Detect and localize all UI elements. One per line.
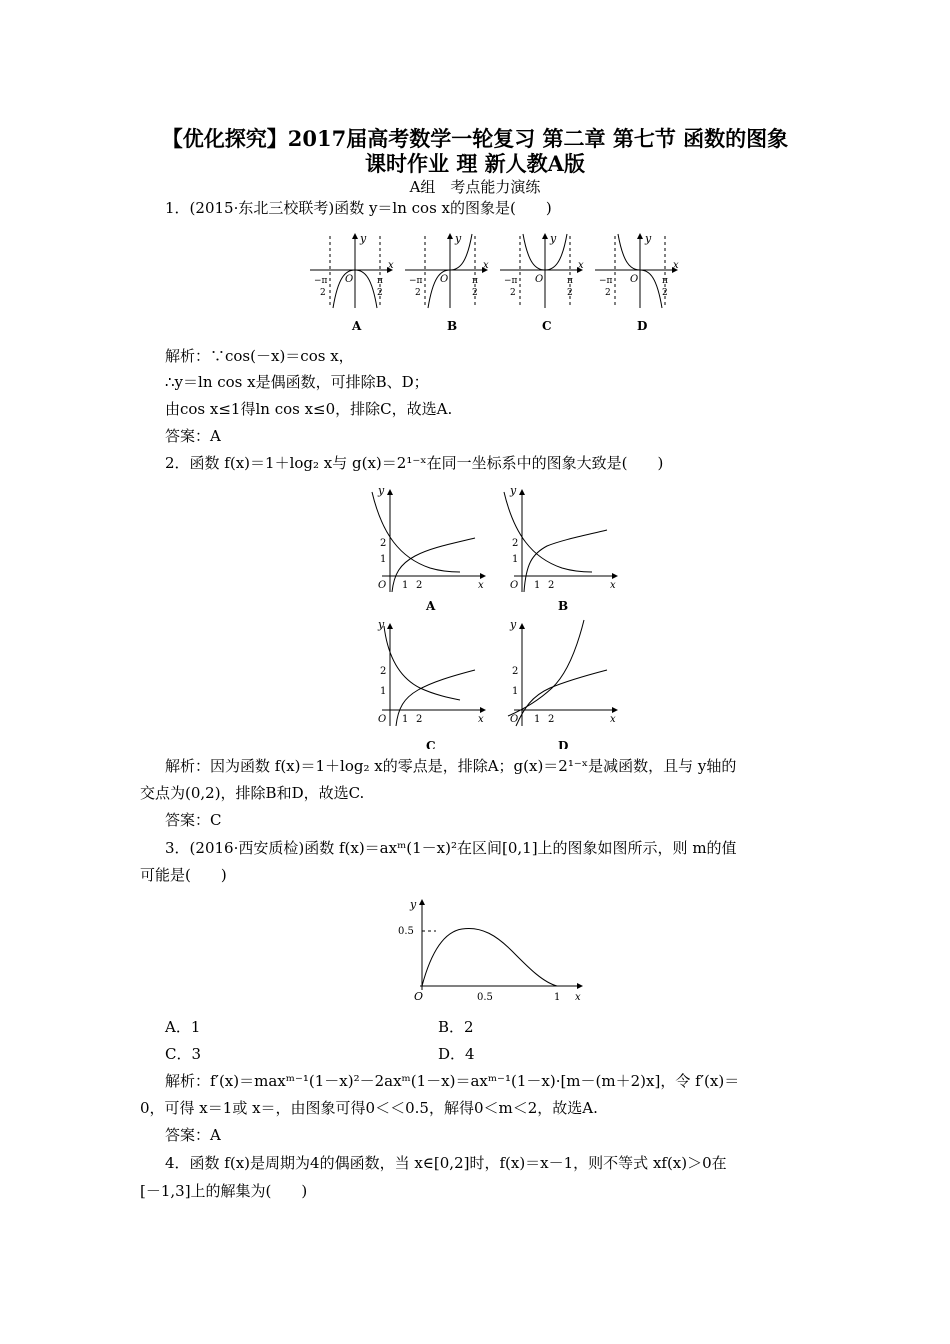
svg-text:2: 2: [416, 580, 423, 591]
svg-text:2: 2: [320, 288, 326, 298]
svg-text:O: O: [414, 990, 424, 1003]
svg-text:C: C: [426, 739, 436, 749]
svg-text:B: B: [558, 599, 569, 613]
svg-text:1: 1: [512, 554, 519, 565]
q2-graph-a: [372, 484, 485, 613]
svg-text:y: y: [378, 618, 385, 631]
svg-text:O: O: [510, 714, 519, 725]
svg-text:O: O: [378, 714, 387, 725]
q4-stem-2: [－1,3]上的解集为( ): [140, 1182, 308, 1200]
svg-text:x: x: [478, 580, 484, 591]
q2-graph-b: [504, 484, 617, 613]
q1-solution-1: 解析：∵cos(－x)＝cos x，: [165, 347, 354, 365]
svg-text:π: π: [567, 276, 573, 286]
svg-text:A: A: [426, 599, 436, 613]
svg-text:2: 2: [567, 288, 573, 298]
svg-text:−π: −π: [599, 276, 613, 286]
svg-text:1: 1: [512, 686, 519, 697]
q3-option-c: C．3: [165, 1045, 202, 1063]
svg-text:0.5: 0.5: [477, 992, 493, 1003]
svg-text:2: 2: [605, 288, 611, 298]
svg-text:−π: −π: [504, 276, 518, 286]
q3-option-d: D．4: [438, 1045, 475, 1063]
svg-text:x: x: [610, 714, 616, 725]
svg-text:2: 2: [548, 580, 555, 591]
q2-figures: [360, 484, 620, 749]
svg-text:O: O: [345, 274, 354, 285]
svg-text:x: x: [478, 714, 484, 725]
q2-answer: 答案：C: [165, 811, 222, 829]
q4-stem-1: 4．函数 f(x)是周期为4的偶函数，当 x∈[0,2]时，f(x)＝x－1，则不等式 xf(x)＞0在: [165, 1154, 727, 1172]
svg-text:π: π: [377, 276, 383, 286]
svg-text:2: 2: [380, 666, 387, 677]
svg-text:1: 1: [534, 714, 541, 725]
q3-figure: [392, 896, 592, 1008]
svg-text:A: A: [352, 319, 362, 333]
svg-text:y: y: [455, 232, 462, 245]
svg-text:2: 2: [512, 538, 519, 549]
svg-text:2: 2: [415, 288, 421, 298]
page-title-line2: 课时作业 理 新人教A版: [365, 151, 585, 176]
svg-text:x: x: [483, 260, 489, 271]
svg-text:y: y: [550, 232, 557, 245]
svg-text:y: y: [510, 484, 517, 497]
svg-text:x: x: [578, 260, 584, 271]
svg-text:2: 2: [510, 288, 516, 298]
group-heading: A组 考点能力演练: [409, 178, 541, 196]
q2-solution-1: 解析：因为函数 f(x)＝1＋log₂ x的零点是，排除A；g(x)＝2¹⁻ˣ是减函数，且与 y轴的: [165, 757, 737, 775]
svg-text:y: y: [510, 618, 517, 631]
q3-answer: 答案：A: [165, 1126, 221, 1144]
svg-text:O: O: [378, 580, 387, 591]
svg-text:y: y: [378, 484, 385, 497]
svg-text:2: 2: [377, 288, 383, 298]
svg-text:x: x: [388, 260, 394, 271]
svg-text:−π: −π: [314, 276, 328, 286]
q1-graph-b: [405, 232, 489, 333]
svg-text:−π: −π: [409, 276, 423, 286]
q2-stem: 2．函数 f(x)＝1＋log₂ x与 g(x)＝2¹⁻ˣ在同一坐标系中的图象大致是( ): [165, 454, 664, 472]
svg-text:O: O: [630, 274, 639, 285]
svg-text:x: x: [575, 992, 581, 1003]
q1-graph-a: [310, 232, 394, 333]
q1-graph-c: [500, 232, 584, 333]
svg-text:2: 2: [416, 714, 423, 725]
svg-text:D: D: [637, 319, 648, 333]
svg-text:D: D: [558, 739, 569, 749]
svg-text:O: O: [535, 274, 544, 285]
svg-text:1: 1: [402, 580, 409, 591]
q1-solution-3: 由cos x≤1得ln cos x≤0，排除C，故选A.: [165, 400, 453, 418]
svg-text:2: 2: [548, 714, 555, 725]
q3-solution-2: 0，可得 x＝1或 x＝，由图象可得0＜＜0.5，解得0＜m＜2，故选A.: [140, 1099, 598, 1117]
svg-text:O: O: [510, 580, 519, 591]
svg-text:O: O: [440, 274, 449, 285]
q3-option-b: B．2: [438, 1018, 474, 1036]
q3-stem-2: 可能是( ): [140, 866, 227, 884]
svg-text:x: x: [673, 260, 679, 271]
q2-solution-2: 交点为(0,2)，排除B和D，故选C.: [140, 784, 365, 802]
svg-text:1: 1: [554, 992, 561, 1003]
q1-figures: [300, 228, 690, 338]
q1-answer: 答案：A: [165, 427, 221, 445]
svg-text:0.5: 0.5: [398, 926, 414, 937]
svg-text:2: 2: [380, 538, 387, 549]
page-title-line1: 【优化探究】2017届高考数学一轮复习 第二章 第七节 函数的图象: [161, 126, 789, 151]
svg-text:2: 2: [662, 288, 668, 298]
svg-text:2: 2: [472, 288, 478, 298]
q1-solution-2: ∴y＝ln cos x是偶函数，可排除B、D；: [165, 373, 429, 391]
svg-text:1: 1: [380, 686, 387, 697]
q1-graph-d: [595, 232, 679, 333]
q3-solution-1: 解析：f′(x)＝maxᵐ⁻¹(1－x)²－2axᵐ(1－x)＝axᵐ⁻¹(1－x)·[m－(m＋2)x]，令 f′(x)＝: [165, 1072, 740, 1090]
svg-text:y: y: [360, 232, 367, 245]
svg-text:y: y: [410, 898, 417, 911]
svg-text:C: C: [542, 319, 552, 333]
svg-text:1: 1: [380, 554, 387, 565]
svg-text:π: π: [472, 276, 478, 286]
svg-text:1: 1: [402, 714, 409, 725]
svg-text:B: B: [447, 319, 458, 333]
q3-option-a: A．1: [165, 1018, 201, 1036]
q3-stem-1: 3．(2016·西安质检)函数 f(x)＝axᵐ(1－x)²在区间[0,1]上的图象如图所示，则 m的值: [165, 839, 737, 857]
q2-graph-c: [377, 618, 485, 749]
svg-text:1: 1: [534, 580, 541, 591]
svg-text:π: π: [662, 276, 668, 286]
q1-stem: 1．(2015·东北三校联考)函数 y＝ln cos x的图象是( ): [165, 199, 552, 217]
svg-text:y: y: [645, 232, 652, 245]
svg-text:2: 2: [512, 666, 519, 677]
svg-text:x: x: [610, 580, 616, 591]
q2-graph-d: [508, 618, 617, 749]
